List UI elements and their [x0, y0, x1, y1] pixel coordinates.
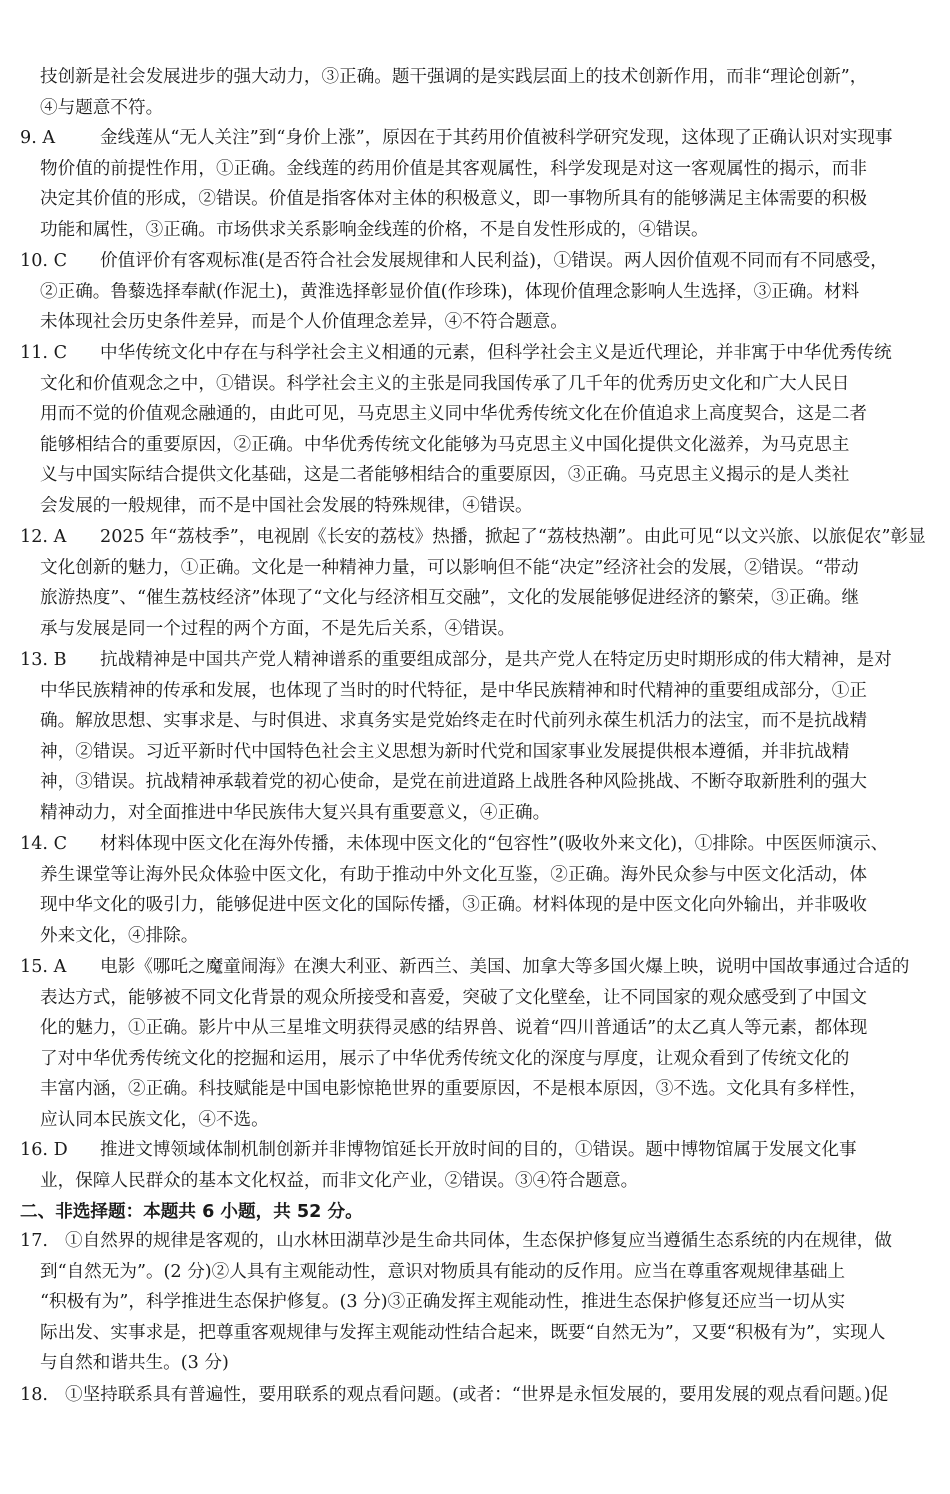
answer-item-17 — [20, 1226, 932, 1379]
text-line: 价值评价有客观标准(是否符合社会发展规律和人民利益)，①错误。两人因价值观不同而有不同感受， — [100, 251, 888, 271]
text-line: 现中华文化的吸引力，能够促进中医文化的国际传播，③正确。材料体现的是中医文化向外输出，并非吸收 — [40, 895, 867, 916]
text-line: 推进文博领域体制机制创新并非博物馆延长开放时间的目的，①错误。题中博物馆属于发展文化事 — [100, 1140, 857, 1160]
text-line: 决定其价值的形成，②错误。价值是指客体对主体的积极意义，即一事物所具有的能够满足主体需要的积极 — [40, 189, 867, 210]
text-line: 材料体现中医文化在海外传播，未体现中医文化的“包容性”(吸收外来文化)，①排除。中医医师演示、 — [100, 834, 889, 854]
text-line: 神，③错误。抗战精神承载着党的初心使命，是党在前进道路上战胜各种风险挑战、不断夺取新胜利的强大 — [40, 772, 867, 793]
text-line: 业，保障人民群众的基本文化权益，而非文化产业，②错误。③④符合题意。 — [40, 1170, 639, 1191]
answer-item-15 — [20, 952, 932, 1136]
answer-item-11 — [20, 338, 932, 522]
text-line: 抗战精神是中国共产党人精神谱系的重要组成部分，是共产党人在特定历史时期形成的伟大精神，是对 — [100, 650, 892, 670]
item-number: 9. A — [20, 128, 56, 148]
answer-item-12 — [20, 522, 932, 644]
answer-item-18 — [20, 1380, 932, 1411]
text-line: 能够相结合的重要原因，②正确。中华优秀传统文化能够为马克思主义中国化提供文化滋养，为马克思主 — [40, 434, 850, 455]
text-line: 用而不觉的价值观念融通的，由此可见，马克思主义同中华优秀传统文化在价值追求上高度契合，这是二者 — [40, 404, 867, 425]
text-line: ①自然界的规律是客观的，山水林田湖草沙是生命共同体，生态保护修复应当遵循生态系统的内在规律，做 — [65, 1231, 892, 1251]
continued-paragraph — [40, 62, 932, 123]
answer-item-9 — [20, 123, 932, 245]
text-line: 确。解放思想、实事求是、与时俱进、求真务实是党始终走在时代前列永葆生机活力的法宝，而不是抗战精 — [40, 711, 867, 732]
text-line: 应认同本民族文化，④不选。 — [40, 1109, 269, 1130]
answer-item-10 — [20, 246, 932, 338]
text-line: 与自然和谐共生。(3 分) — [40, 1353, 229, 1374]
item-number: 14. C — [20, 834, 68, 854]
text-line: ②正确。鲁藜选择奉献(作泥土)，黄淮选择彰显价值(作珍珠)，体现价值理念影响人生选择，③正确。材料 — [40, 281, 860, 302]
text-line: 神，②错误。习近平新时代中国特色社会主义思想为新时代党和国家事业发展提供根本遵循，并非抗战精 — [40, 741, 850, 762]
text-line: 未体现社会历史条件差异，而是个人价值理念差异，④不符合题意。 — [40, 312, 568, 333]
text-line: 表达方式，能够被不同文化背景的观众所接受和喜爱，突破了文化壁垒，让不同国家的观众感受到了中国文 — [40, 987, 867, 1008]
item-number: 13. B — [20, 650, 67, 670]
text-line: 技创新是社会发展进步的强大动力，③正确。题干强调的是实践层面上的技术创新作用，而非“理论创新”， — [40, 67, 868, 87]
answer-item-16 — [20, 1135, 932, 1196]
section-heading: 二、非选择题：本题共 6 小题，共 52 分。 — [20, 1202, 363, 1222]
text-line: 外来文化，④排除。 — [40, 925, 199, 946]
text-line: 中华民族精神的传承和发展，也体现了当时的时代特征，是中华民族精神和时代精神的重要组成部分，①正 — [40, 680, 867, 701]
item-number: 12. A — [20, 527, 67, 547]
item-number: 16. D — [20, 1140, 68, 1160]
answer-item-13 — [20, 645, 932, 829]
text-line: 物价值的前提性作用，①正确。金线莲的药用价值是其客观属性，科学发现是对这一客观属性的揭示，而非 — [40, 158, 867, 179]
text-line: 功能和属性，③正确。市场供求关系影响金线莲的价格，不是自发性形成的，④错误。 — [40, 219, 709, 240]
item-number: 17. — [20, 1231, 48, 1251]
text-line: 文化创新的魅力，①正确。文化是一种精神力量，可以影响但不能“决定”经济社会的发展，②错误。“带动 — [40, 557, 859, 578]
text-line: “积极有为”，科学推进生态保护修复。(3 分)③正确发挥主观能动性，推进生态保护修复还应当一切从实 — [40, 1292, 846, 1313]
text-line: 金线莲从“无人关注”到“身价上涨”，原因在于其药用价值被科学研究发现，这体现了正确认识对实现事 — [100, 128, 893, 148]
item-number: 10. C — [20, 251, 68, 271]
text-line: 义与中国实际结合提供文化基础，这是二者能够相结合的重要原因，③正确。马克思主义揭示的是人类社 — [40, 465, 850, 486]
text-line: 2025 年“荔枝季”，电视剧《长安的荔枝》热播，掀起了“荔枝热潮”。由此可见“以文兴旅、以旅促农”彰显 — [100, 527, 926, 547]
text-line: 精神动力，对全面推进中华民族伟大复兴具有重要意义，④正确。 — [40, 802, 551, 823]
text-line: 了对中华优秀传统文化的挖掘和运用，展示了中华优秀传统文化的深度与厚度，让观众看到了传统文化的 — [40, 1048, 850, 1069]
text-line: 会发展的一般规律，而不是中国社会发展的特殊规律，④错误。 — [40, 495, 533, 516]
text-line: 电影《哪吒之魔童闹海》在澳大利亚、新西兰、美国、加拿大等多国火爆上映，说明中国故事通过合适的 — [100, 957, 910, 977]
text-line: 中华传统文化中存在与科学社会主义相通的元素，但科学社会主义是近代理论，并非寓于中华优秀传统 — [100, 343, 892, 363]
text-line: ④与题意不符。 — [40, 97, 164, 118]
text-line: 际出发、实事求是，把尊重客观规律与发挥主观能动性结合起来，既要“自然无为”，又要“积极有为”，实现人 — [40, 1322, 886, 1343]
answer-item-14 — [20, 829, 932, 951]
text-line: 丰富内涵，②正确。科技赋能是中国电影惊艳世界的重要原因，不是根本原因，③不选。文化具有多样性， — [40, 1079, 867, 1100]
text-line: 化的魅力，①正确。影片中从三星堆文明获得灵感的结界兽、说着“四川普通话”的太乙真人等元素，都体现 — [40, 1018, 868, 1039]
item-number: 18. — [20, 1385, 48, 1405]
text-line: ①坚持联系具有普遍性，要用联系的观点看问题。(或者：“世界是永恒发展的，要用发展的观点看问题。)促 — [65, 1385, 889, 1405]
text-line: 旅游热度”、“催生荔枝经济”体现了“文化与经济相互交融”，文化的发展能够促进经济的繁荣，③正确。继 — [40, 588, 860, 609]
item-number: 15. A — [20, 957, 67, 977]
text-line: 承与发展是同一个过程的两个方面，不是先后关系，④错误。 — [40, 618, 516, 639]
text-line: 养生课堂等让海外民众体验中医文化，有助于推动中外文化互鉴，②正确。海外民众参与中医文化活动，体 — [40, 864, 867, 885]
item-number: 11. C — [20, 343, 68, 363]
text-line: 文化和价值观念之中，①错误。科学社会主义的主张是同我国传承了几千年的优秀历史文化和广大人民日 — [40, 373, 850, 394]
text-line: 到“自然无为”。(2 分)②人具有主观能动性，意识对物质具有能动的反作用。应当在尊重客观规律基础上 — [40, 1261, 846, 1282]
